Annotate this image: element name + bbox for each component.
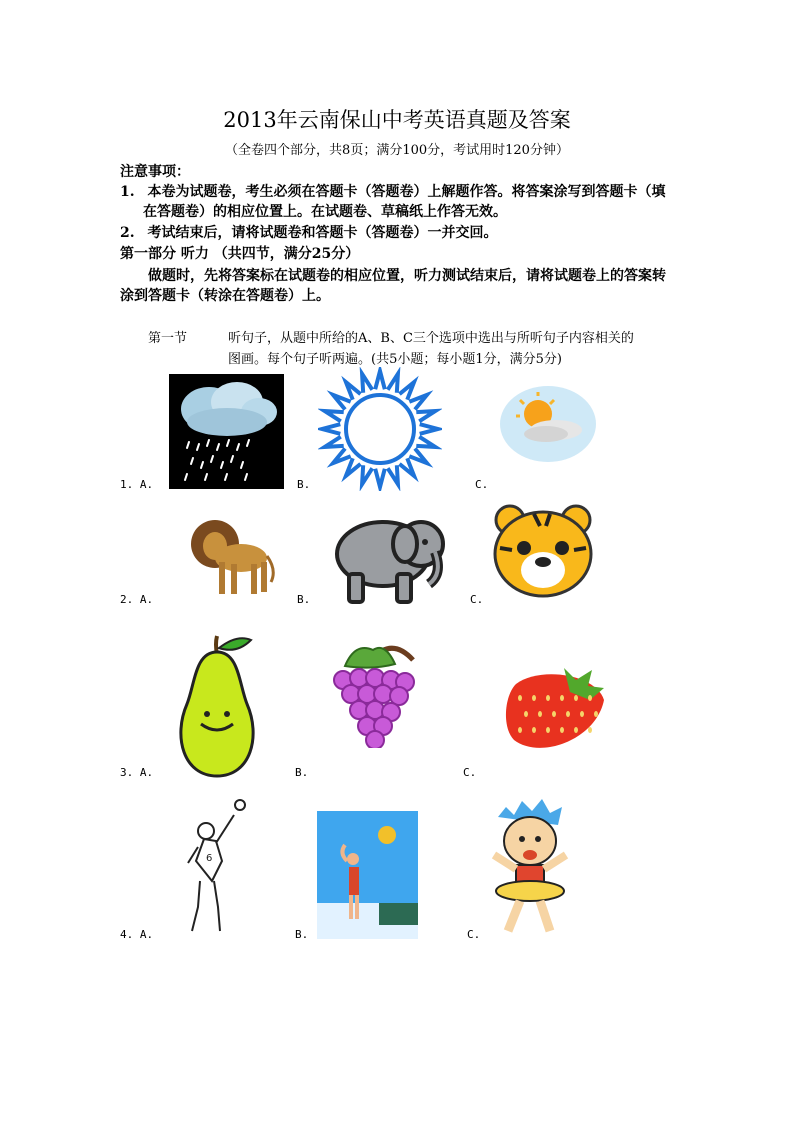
question-4-label <box>120 928 153 941</box>
swimmer-diving-icon <box>317 811 418 939</box>
option-a-label: A. <box>139 593 154 606</box>
option-a-label: A. <box>139 478 154 491</box>
child-swimming-ring-icon <box>488 797 572 939</box>
option-a-label: A. <box>139 928 154 941</box>
option-c-label: C. <box>463 766 477 779</box>
question-number: 3. <box>120 766 134 779</box>
question-number: 4. <box>120 928 134 941</box>
notice-item-2 <box>120 223 498 243</box>
part1-heading: 第一部分 听力 （共四节，满分25分） <box>120 246 360 262</box>
notice-item-2-number: 2. <box>120 225 135 241</box>
question-3-label <box>120 766 153 779</box>
option-c-label: C. <box>470 593 484 606</box>
question-number: 2. <box>120 593 134 606</box>
option-b-label: B. <box>295 766 309 779</box>
notice-heading: 注意事项： <box>120 164 190 180</box>
notice-item-2-line1: 考试结束后，请将试题卷和答题卡（答题卷）一并交回。 <box>147 225 498 241</box>
strawberry-icon <box>500 660 608 760</box>
pear-icon <box>165 632 269 780</box>
svg-text:6: 6 <box>206 853 213 864</box>
notice-item-1 <box>120 182 666 202</box>
tiger-icon <box>490 500 596 606</box>
section1-instruction-line1: 听句子，从题中所给的A、B、C三个选项中选出与所听句子内容相关的 <box>228 331 634 346</box>
section1-instruction-line2: 图画。每个句子听两遍。(共5小题；每小题1分，满分5分) <box>228 352 562 367</box>
option-c-label: C. <box>467 928 481 941</box>
section1-label: 第一节 <box>148 331 188 346</box>
notice-item-1-number: 1. <box>120 184 135 200</box>
elephant-icon <box>325 514 451 606</box>
page-subtitle: （全卷四个部分，共8页；满分100分，考试用时120分钟） <box>225 143 569 158</box>
page-title: 2013年云南保山中考英语真题及答案 <box>223 108 571 132</box>
option-c-label: C. <box>475 478 489 491</box>
grapes-icon <box>325 636 419 748</box>
question-number: 1. <box>120 478 134 491</box>
partly-cloudy-icon <box>498 376 604 484</box>
sun-icon <box>318 367 442 491</box>
question-1-label <box>120 478 153 491</box>
part1-instruction-line1: 做题时，先将答案标在试题卷的相应位置，听力测试结束后，请将试题卷上的答案转 <box>148 268 666 284</box>
option-b-label: B. <box>297 593 311 606</box>
notice-item-1-line1: 本卷为试题卷，考生必须在答题卡（答题卷）上解题作答。将答案涂写到答题卡（填 <box>147 184 666 200</box>
volleyball-player-icon <box>168 797 260 939</box>
option-b-label: B. <box>295 928 309 941</box>
notice-item-1-line2: 在答题卷）的相应位置上。在试题卷、草稿纸上作答无效。 <box>143 204 507 220</box>
option-b-label: B. <box>297 478 311 491</box>
lion-icon <box>185 510 277 602</box>
rain-cloud-icon <box>169 374 284 489</box>
question-2-label <box>120 593 153 606</box>
option-a-label: A. <box>139 766 154 779</box>
part1-instruction-line2: 涂到答题卡（转涂在答题卷）上。 <box>120 288 330 304</box>
